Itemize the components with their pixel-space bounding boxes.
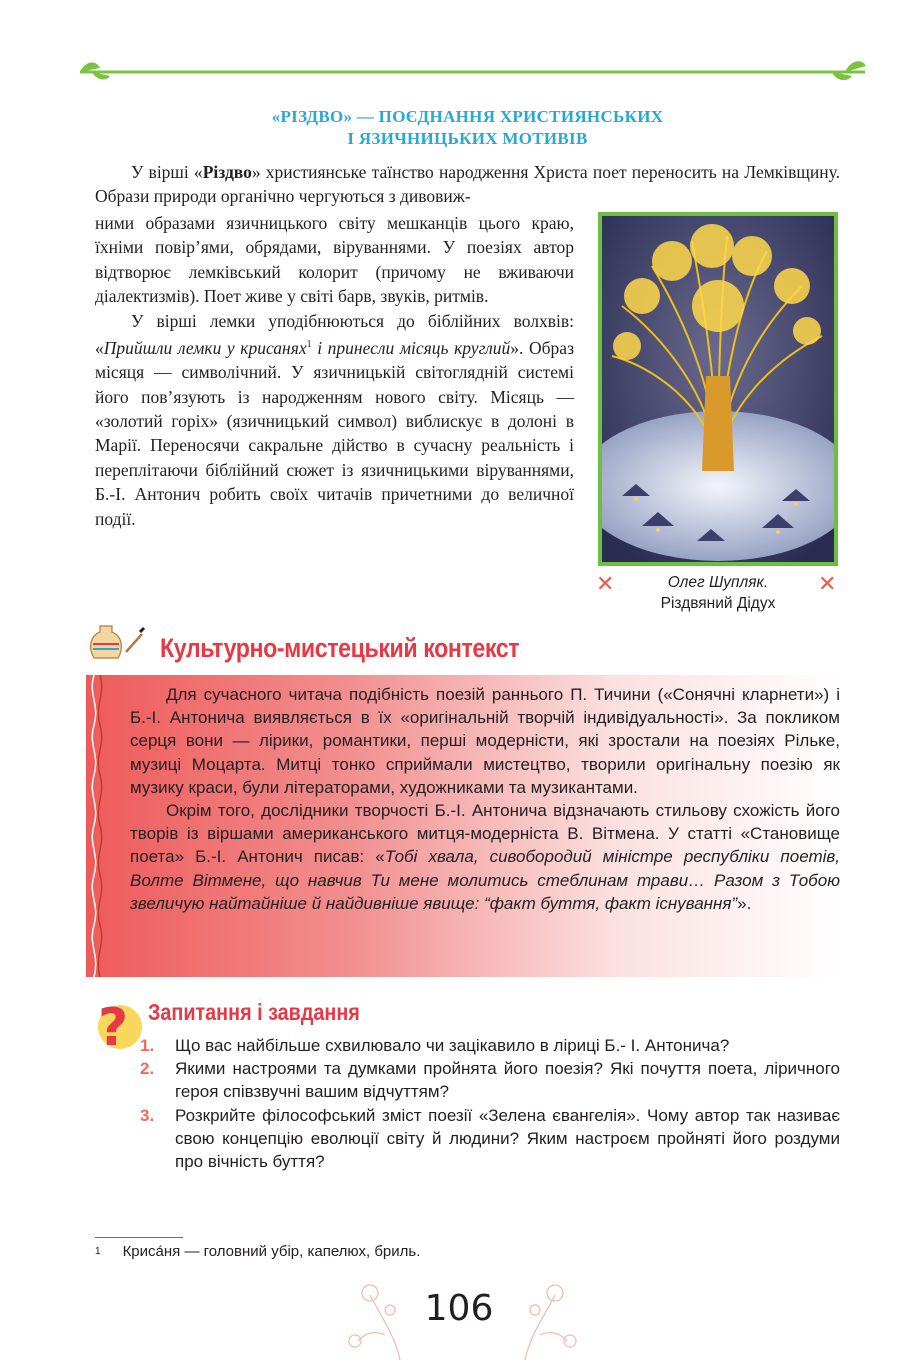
caption-right-cross-icon: ✕ xyxy=(818,572,837,597)
poem-title: Різдво xyxy=(202,162,252,182)
top-vine-ornament xyxy=(0,50,918,90)
footnote-text: Криса́ня — головний убір, капелюх, бриль. xyxy=(122,1243,421,1260)
intro-paragraph xyxy=(95,160,840,209)
rope-decoration xyxy=(86,675,110,977)
left-paragraph-2 xyxy=(95,309,574,531)
footnote xyxy=(95,1242,695,1262)
footnote-divider xyxy=(95,1237,183,1238)
question-item xyxy=(140,1104,840,1174)
section-title-line2: І ЯЗИЧНИЦЬКИХ МОТИВІВ xyxy=(347,129,588,148)
question-number: 1. xyxy=(140,1036,155,1055)
intro-pre: У вірші « xyxy=(131,162,203,182)
questions-list xyxy=(140,1034,840,1173)
culture-p2-quote: Тобі хвала, сивобородий міністре республіки поетів, Волте Вітмене, що навчив Ти мене молитись стеблинам трави… Разом з Тобою звеличую найтайніше й найдивніше явище: “факт буття, факт існування” xyxy=(130,847,840,913)
painting-image xyxy=(598,212,838,566)
caption-author: Олег Шупляк. xyxy=(667,574,769,591)
painting-svg xyxy=(602,216,834,562)
culture-paragraph-1: Для сучасного читача подібність поезій раннього П. Тичини («Сонячні кларнети») і Б.-І. Антонича виявляється в їх «оригінальній творчій індивідуальності». За покликом серця вони — лірики, романтики, перші модерністи, які зростали на поезіях Рільке, музиці Моцарта. Митці тонко сприймали мистецтво, творили оригінальну поезію як музику краси, були літераторами, художниками та музикантами. xyxy=(130,685,840,797)
left-column-text xyxy=(95,211,574,531)
p2-pre: У вірші лемки уподібнюються до біблійних волхвів: « xyxy=(95,310,574,358)
section-title xyxy=(95,106,840,150)
left-paragraph-1: ними образами язичницького світу мешканців цього краю, їхніми повір’ями, обрядами, віруваннями. У поезіях автор відтворює лемківський колорит (причому не вживаючи діалектизмів). Поет живе у світі барв, звуків, ритмів. xyxy=(95,213,574,307)
question-text: Що вас найбільше схвилювало чи зацікавило в ліриці Б.- І. Антонича? xyxy=(175,1036,730,1055)
question-text: Розкрийте філософський зміст поезії «Зелена євангелія». Чому автор так називає свою концепцію еволюції світу й людини? Яким настроєм пройняті його роздуми про вічність буття? xyxy=(175,1105,840,1172)
intro-post: » християнське таїнство народження Христа поет переносить на Лемківщину. Образи природи органічно чергуються з дивовиж- xyxy=(95,162,840,207)
question-number: 2. xyxy=(140,1059,155,1079)
question-mark-icon xyxy=(90,995,142,1057)
question-text: Якими настроями та думками пройнята його поезія? Які почуття поета, ліричного героя співзвучні вашим відчуттям? xyxy=(175,1059,840,1102)
caption-left-cross-icon: ✕ xyxy=(596,572,615,597)
p2-quote-b: і принесли місяць круглий xyxy=(311,337,511,358)
questions-heading: Запитання і завдання xyxy=(148,999,360,1025)
footnote-mark: 1 xyxy=(95,1246,101,1257)
caption-title: Різдвяний Дідух xyxy=(660,595,776,612)
p2-post: ». Образ місяця — символічний. У язичницькій світоглядній системі його пов’язують із народженням нового світу. Місяць — «золотий горіх» (язичницький символ) виблискує в долоні в Марії. Переносячи сакральне дійство в сучасну реальність і переплітаючи біблійний сюжет із язичницькими віруваннями, Б.-І. Антонич робить своїх читачів причетними до величної події. xyxy=(95,337,574,529)
question-number: 3. xyxy=(140,1105,155,1125)
painting-caption xyxy=(598,572,838,614)
vase-icon xyxy=(86,618,146,664)
culture-paragraph-2 xyxy=(130,799,840,915)
section-title-line1: «РІЗДВО» — ПОЄДНАННЯ ХРИСТИЯНСЬКИХ xyxy=(271,107,664,126)
question-item xyxy=(140,1057,840,1103)
svg-text:?: ? xyxy=(98,998,129,1057)
p2-quote-a: Прийшли лемки у крисанях xyxy=(103,337,307,358)
culture-text xyxy=(130,683,840,915)
question-item xyxy=(140,1034,840,1057)
flower-ornament-right xyxy=(500,1275,585,1360)
page-number: 106 xyxy=(424,1288,494,1329)
culture-p2-pre: Окрім того, дослідники творчості Б.-І. Антонича відзначають стильову схожість його творів із віршами американського митця-модерніста В. Вітмена. У статті «Становище поета» Б.-І. Антонич писав: « xyxy=(130,801,840,867)
culture-heading: Культурно-мистецький контекст xyxy=(160,633,520,663)
footnote-ref: 1 xyxy=(306,339,312,351)
culture-p2-post: ». xyxy=(737,893,752,913)
